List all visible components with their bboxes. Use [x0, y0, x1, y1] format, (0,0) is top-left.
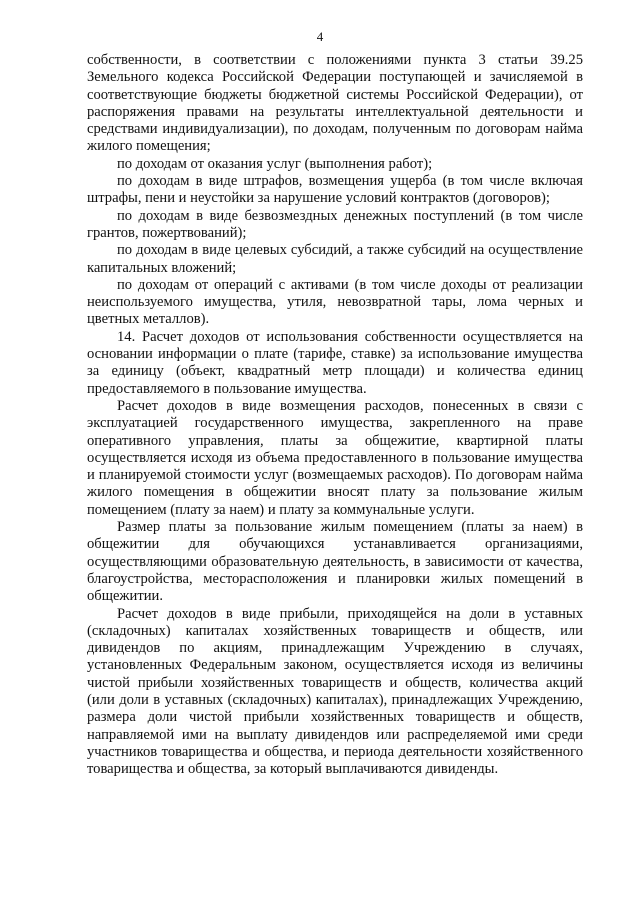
- paragraph: Размер платы за пользование жилым помещением (платы за наем) в общежитии для обучающихся устанавливается организациями, осуществляющими образовательную деятельность, в зависимости от качества, благоустройства, месторасположения и планировки жилых помещений в общежитии.: [87, 519, 583, 605]
- paragraph: Расчет доходов в виде прибыли, приходящейся на доли в уставных (складочных) капиталах хозяйственных товариществ и обществ, или дивидендов по акциям, принадлежащим Учреждению в случаях, установленных Федеральным законом, осуществляется исходя из величины чистой прибыли хозяйственных товариществ и обществ, количества акций (или доли в уставных (складочных) капиталах), принадлежащих Учреждению, размера доли чистой прибыли хозяйственных товариществ и обществ, направляемой ими на выплату дивидендов или распределяемой ими среди участников товарищества и общества, и периода деятельности хозяйственного товарищества и общества, за который выплачиваются дивиденды.: [87, 605, 583, 778]
- page-number: 4: [316, 29, 324, 44]
- paragraph: по доходам в виде целевых субсидий, а также субсидий на осуществление капитальных вложений;: [87, 242, 583, 276]
- document-body: [87, 52, 583, 778]
- paragraph: по доходам от операций с активами (в том числе доходы от реализации неиспользуемого имущества, утиля, невозвратной тары, лома черных и цветных металлов).: [87, 276, 583, 328]
- paragraph: по доходам в виде штрафов, возмещения ущерба (в том числе включая штрафы, пени и неустойки за нарушение условий контрактов (договоров);: [87, 173, 583, 207]
- paragraph: собственности, в соответствии с положениями пункта 3 статьи 39.25 Земельного кодекса Российской Федерации поступающей и зачисляемой в соответствующие бюджеты бюджетной системы Российской Федерации), от распоряжения правами на результаты интеллектуальной деятельности и средствами индивидуализации), по доходам, полученным по договорам найма жилого помещения;: [87, 52, 583, 155]
- paragraph: по доходам в виде безвозмездных денежных поступлений (в том числе грантов, пожертвований);: [87, 207, 583, 241]
- paragraph: 14. Расчет доходов от использования собственности осуществляется на основании информации о плате (тарифе, ставке) за использование имущества за единицу (объект, квадратный метр площади) и количества единиц предоставляемого в пользование имущества.: [87, 328, 583, 397]
- paragraph: Расчет доходов в виде возмещения расходов, понесенных в связи с эксплуатацией государственного имущества, закрепленного на праве оперативного управления, платы за общежитие, квартирной платы осуществляется исходя из объема предоставленного в пользование имущества и планируемой стоимости услуг (возмещаемых расходов). По договорам найма жилого помещения в общежитии вносят плату за пользование жилым помещением (плату за наем) и плату за коммунальные услуги.: [87, 397, 583, 518]
- paragraph: по доходам от оказания услуг (выполнения работ);: [117, 155, 433, 172]
